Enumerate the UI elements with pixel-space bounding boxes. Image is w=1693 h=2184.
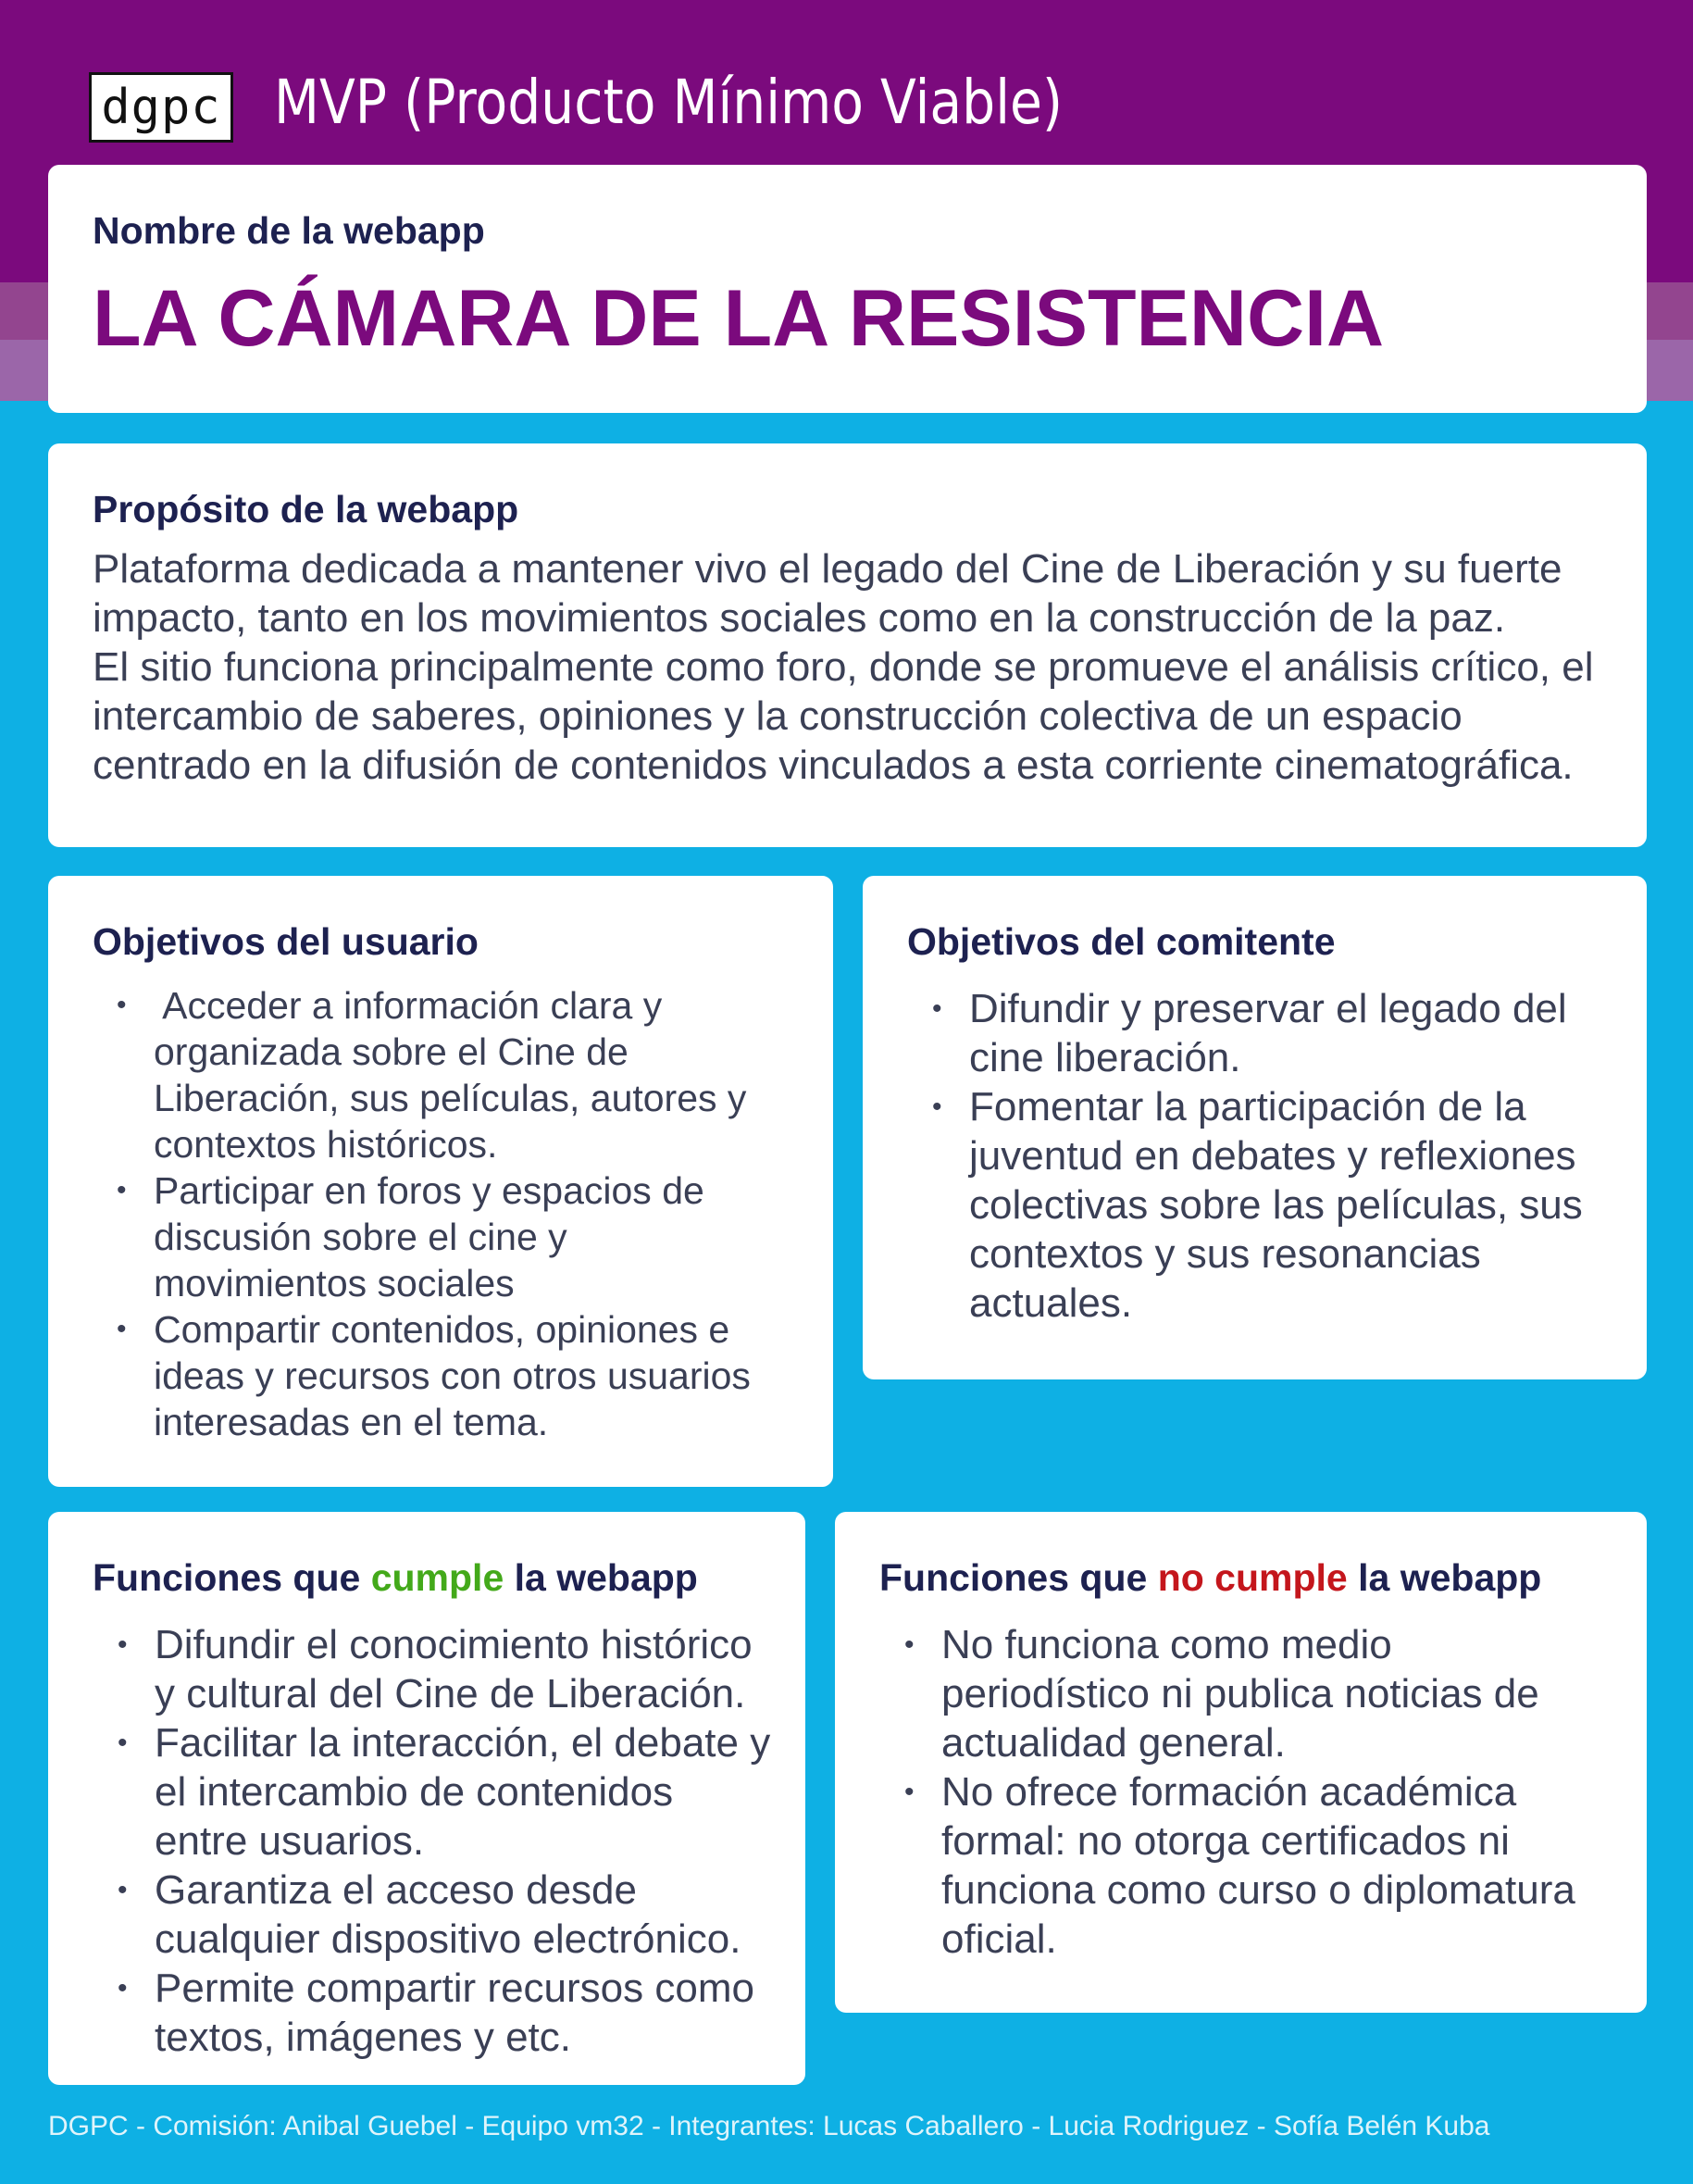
list-item-line: Permite compartir recursos como bbox=[155, 1966, 754, 2011]
bullet-icon: • bbox=[117, 990, 127, 1020]
list-item-line: Acceder a información clara y bbox=[154, 984, 663, 1027]
list-item bbox=[904, 1620, 1647, 1767]
list-item-line: Liberación, sus películas, autores y bbox=[154, 1077, 747, 1119]
bullet-icon: • bbox=[117, 1314, 127, 1344]
purpose-line: intercambio de saberes, opiniones y la construcción colectiva de un espacio bbox=[93, 693, 1463, 739]
list-item-line: entre usuarios. bbox=[155, 1818, 425, 1864]
page-title: MVP (Producto Mínimo Viable) bbox=[274, 67, 1064, 138]
bullet-icon: • bbox=[117, 1175, 127, 1205]
list-item bbox=[932, 984, 1647, 1082]
bullet-icon: • bbox=[118, 1629, 128, 1660]
bullet-icon: • bbox=[904, 1629, 915, 1660]
list-item-line: movimientos sociales bbox=[154, 1262, 515, 1304]
user-goals-card bbox=[48, 876, 833, 1487]
list-item-line: Facilitar la interacción, el debate y bbox=[155, 1720, 771, 1766]
list-item-line: No funciona como medio bbox=[941, 1622, 1392, 1667]
name-card bbox=[48, 165, 1647, 413]
list-item bbox=[117, 1306, 833, 1445]
list-item-line: ideas y recursos con otros usuarios bbox=[154, 1354, 751, 1397]
list-item-line: discusión sobre el cine y bbox=[154, 1216, 567, 1258]
bullet-icon: • bbox=[118, 1973, 128, 2003]
list-item-line: Difundir el conocimiento histórico bbox=[155, 1622, 753, 1667]
list-item-line: Garantiza el acceso desde bbox=[155, 1867, 637, 1913]
list-item-line: contextos y sus resonancias bbox=[969, 1231, 1481, 1277]
client-goals-card bbox=[863, 876, 1647, 1379]
list-item bbox=[118, 1866, 805, 1964]
purpose-line: El sitio funciona principalmente como foro, donde se promueve el análisis crítico, el bbox=[93, 644, 1594, 690]
heading-highlight-cumple: cumple bbox=[370, 1556, 504, 1599]
heading-highlight-no-cumple: no cumple bbox=[1157, 1556, 1348, 1599]
list-item-line: el intercambio de contenidos bbox=[155, 1769, 674, 1815]
functions-no-heading bbox=[879, 1556, 1647, 1600]
list-item-line: cine liberación. bbox=[969, 1035, 1241, 1080]
bullet-icon: • bbox=[932, 1092, 942, 1122]
list-item bbox=[118, 1620, 805, 1718]
list-item bbox=[117, 982, 833, 1167]
list-item bbox=[117, 1167, 833, 1306]
purpose-heading: Propósito de la webapp bbox=[93, 488, 519, 530]
list-item-line: cualquier dispositivo electrónico. bbox=[155, 1916, 741, 1962]
user-goals-list bbox=[93, 982, 833, 1445]
functions-yes-list bbox=[93, 1620, 805, 2062]
list-item-line: periodístico ni publica noticias de bbox=[941, 1671, 1539, 1716]
list-item bbox=[118, 1964, 805, 2062]
list-item-line: Participar en foros y espacios de bbox=[154, 1169, 704, 1212]
list-item-line: Fomentar la participación de la bbox=[969, 1084, 1526, 1129]
list-item-line: Compartir contenidos, opiniones e bbox=[154, 1308, 730, 1351]
heading-prefix: Funciones que bbox=[93, 1556, 371, 1599]
list-item bbox=[118, 1718, 805, 1866]
name-label: Nombre de la webapp bbox=[93, 209, 485, 252]
list-item-line: textos, imágenes y etc. bbox=[155, 2015, 571, 2060]
functions-no-list bbox=[879, 1620, 1647, 1964]
client-goals-heading: Objetivos del comitente bbox=[907, 920, 1336, 963]
list-item-line: interesadas en el tema. bbox=[154, 1401, 549, 1443]
purpose-card bbox=[48, 443, 1647, 847]
functions-yes-heading bbox=[93, 1556, 805, 1600]
list-item-line: funciona como curso o diplomatura bbox=[941, 1867, 1575, 1913]
list-item-line: y cultural del Cine de Liberación. bbox=[155, 1671, 746, 1716]
purpose-line: centrado en la difusión de contenidos vinculados a esta corriente cinematográfica. bbox=[93, 743, 1574, 788]
bullet-icon: • bbox=[932, 993, 942, 1024]
list-item-line: oficial. bbox=[941, 1916, 1057, 1962]
list-item-line: colectivas sobre las películas, sus bbox=[969, 1182, 1583, 1228]
purpose-line: Plataforma dedicada a mantener vivo el legado del Cine de Liberación y su fuerte bbox=[93, 546, 1562, 592]
list-item bbox=[932, 1082, 1647, 1328]
list-item-line: actuales. bbox=[969, 1280, 1133, 1326]
user-goals-heading: Objetivos del usuario bbox=[93, 920, 479, 963]
heading-suffix: la webapp bbox=[1347, 1556, 1542, 1599]
list-item-line: contextos históricos. bbox=[154, 1123, 498, 1166]
list-item-line: No ofrece formación académica bbox=[941, 1769, 1517, 1815]
bullet-icon: • bbox=[118, 1728, 128, 1758]
bullet-icon: • bbox=[904, 1777, 915, 1807]
list-item-line: Difundir y preservar el legado del bbox=[969, 986, 1567, 1031]
heading-prefix: Funciones que bbox=[879, 1556, 1158, 1599]
list-item-line: juventud en debates y reflexiones bbox=[969, 1133, 1576, 1179]
purpose-line: impacto, tanto en los movimientos sociales como en la construcción de la paz. bbox=[93, 595, 1506, 641]
list-item-line: formal: no otorga certificados ni bbox=[941, 1818, 1510, 1864]
app-name: LA CÁMARA DE LA RESISTENCIA bbox=[93, 274, 1385, 363]
client-goals-list bbox=[907, 984, 1647, 1328]
dgpc-logo: dgpc bbox=[89, 72, 233, 143]
functions-yes-card bbox=[48, 1512, 805, 2085]
bullet-icon: • bbox=[118, 1875, 128, 1905]
heading-suffix: la webapp bbox=[504, 1556, 698, 1599]
list-item-line: organizada sobre el Cine de bbox=[154, 1030, 629, 1073]
purpose-text bbox=[93, 544, 1602, 790]
functions-no-card bbox=[835, 1512, 1647, 2013]
list-item-line: actualidad general. bbox=[941, 1720, 1286, 1766]
footer-credits: DGPC - Comisión: Anibal Guebel - Equipo vm32 - Integrantes: Lucas Caballero - Lucia Rodriguez - Sofía Belén Kuba bbox=[48, 2111, 1490, 2141]
list-item bbox=[904, 1767, 1647, 1964]
